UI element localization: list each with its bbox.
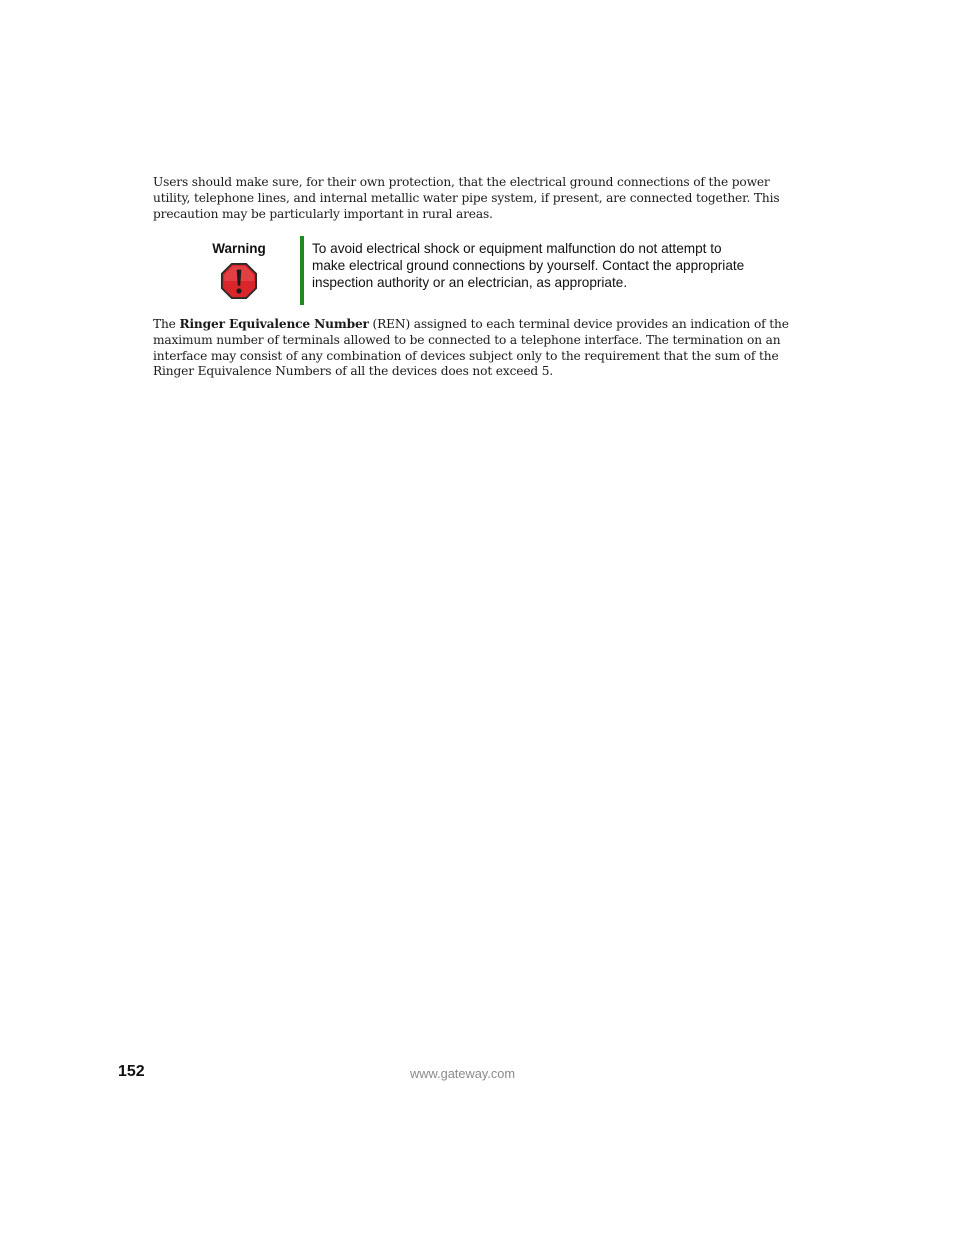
warning-label: Warning [212,241,266,256]
ren-bold-term: Ringer Equivalence Number [179,317,369,331]
grounding-paragraph: Users should make sure, for their own protection, that the electrical ground connections of the power utility, telephone lines, and internal metallic water pipe system, if present, are connected together. This precaution may be particularly important in rural areas. [153,175,780,221]
footer-url: www.gateway.com [410,1066,516,1081]
warning-stop-octagon-icon [220,262,258,300]
warning-accent-bar [300,236,304,305]
ren-body: (REN) assigned to each terminal device provides an indication of the maximum number of terminals allowed to be connected to a telephone interface. The termination on an interface may consist of any combination of devices subject only to the requirement that the sum of the Ringer Equivalence Numbers of all the devices does not exceed 5. [153,317,789,379]
warning-text: To avoid electrical shock or equipment malfunction do not attempt to make electrical ground connections by yourself. Contact the appropriate inspection authority or an electrician, as appropriate. [312,241,745,291]
ren-paragraph [153,317,793,380]
page-number: 152 [118,1063,145,1080]
ren-prefix: The [153,317,180,331]
